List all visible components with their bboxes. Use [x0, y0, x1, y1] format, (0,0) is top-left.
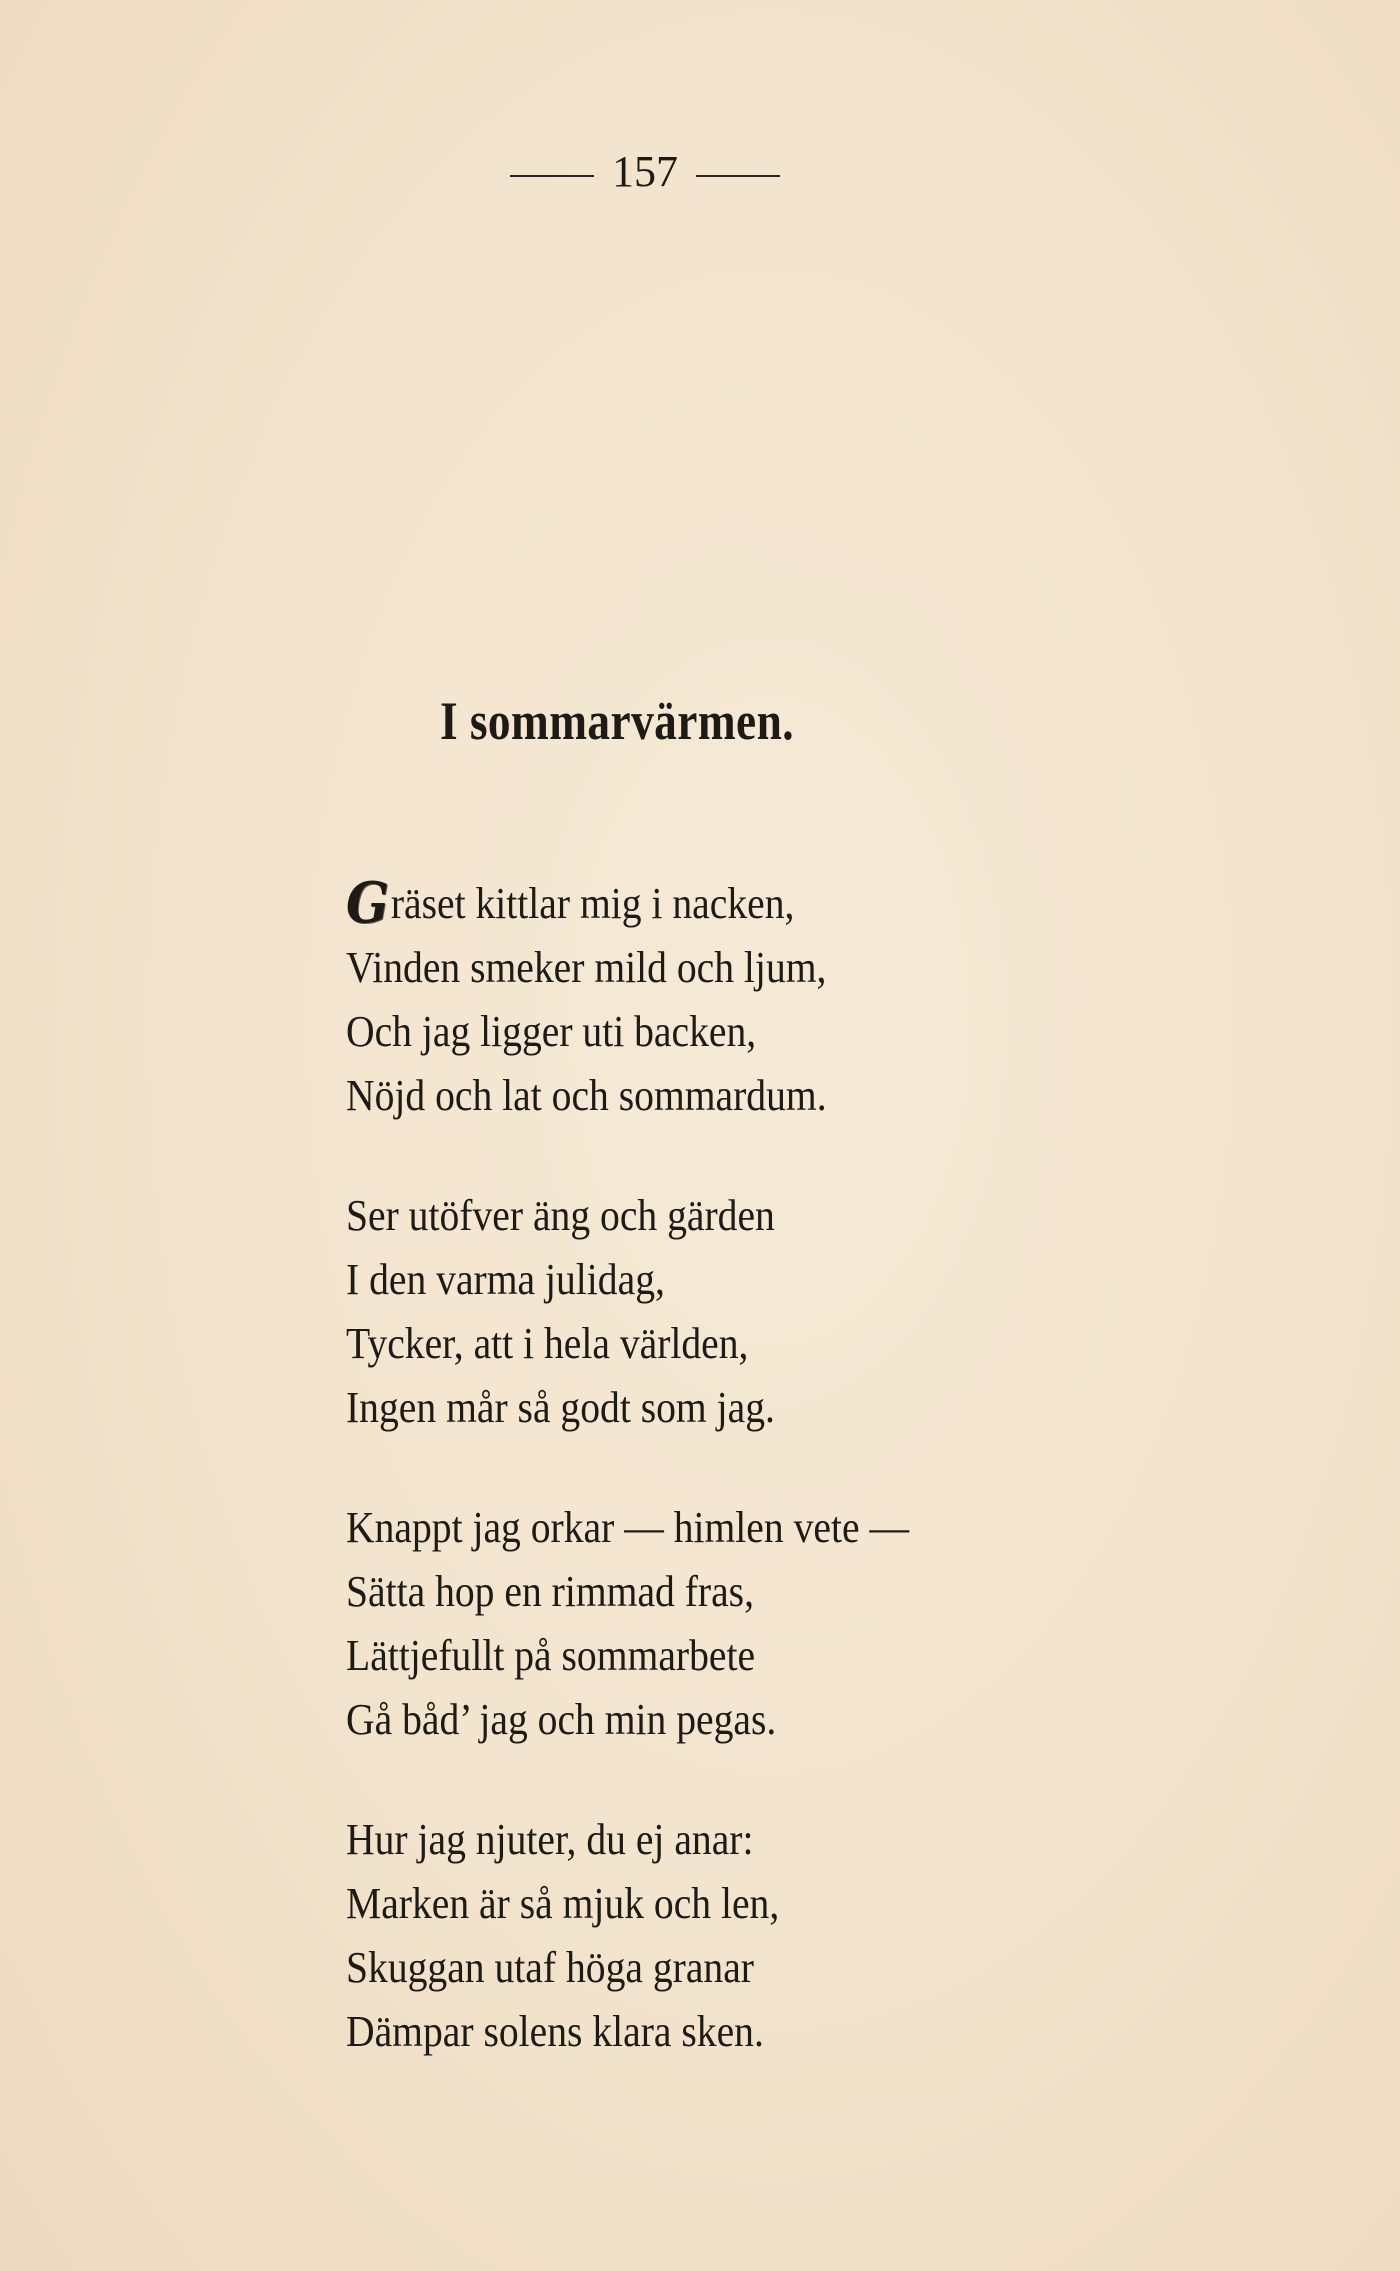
poem-line: Gå båd’ jag och min pegas.: [346, 1695, 777, 1744]
stanza-1: [346, 872, 1346, 1128]
poem-title: I sommarvärmen.: [440, 691, 794, 751]
poem-line: Nöjd och lat och sommardum.: [346, 1071, 827, 1120]
poem-line: Och jag ligger uti backen,: [346, 1007, 757, 1056]
poem-line: Lättjefullt på sommarbete: [346, 1631, 756, 1680]
poem-line: Knappt jag orkar — himlen vete —: [346, 1503, 910, 1552]
first-line-text: räset kittlar mig i nacken,: [390, 879, 795, 928]
poem-line: Sätta hop en rimmad fras,: [346, 1567, 754, 1616]
poem-line: Skuggan utaf höga granar: [346, 1943, 754, 1992]
stanza-3: [346, 1496, 1346, 1752]
poem-line: Ingen mår så godt som jag.: [346, 1383, 775, 1432]
poem-line: [346, 872, 1246, 936]
poem-line: I den varma julidag,: [346, 1255, 665, 1304]
poem-line: Vinden smeker mild och ljum,: [346, 943, 827, 992]
poem-body: [346, 872, 1346, 2120]
poem-line: Dämpar solens klara sken.: [346, 2007, 764, 2056]
decorative-initial: G: [346, 870, 390, 936]
poem-line: Tycker, att i hela världen,: [346, 1319, 749, 1368]
stanza-2: [346, 1184, 1346, 1440]
header-rule-right: [696, 175, 780, 177]
page-number: 157: [612, 147, 678, 196]
page-header: [0, 147, 1290, 196]
poem-line: Ser utöfver äng och gärden: [346, 1191, 775, 1240]
poem-line: Hur jag njuter, du ej anar:: [346, 1815, 754, 1864]
header-rule-left: [510, 175, 594, 177]
stanza-4: [346, 1808, 1346, 2064]
poem-line: Marken är så mjuk och len,: [346, 1879, 780, 1928]
